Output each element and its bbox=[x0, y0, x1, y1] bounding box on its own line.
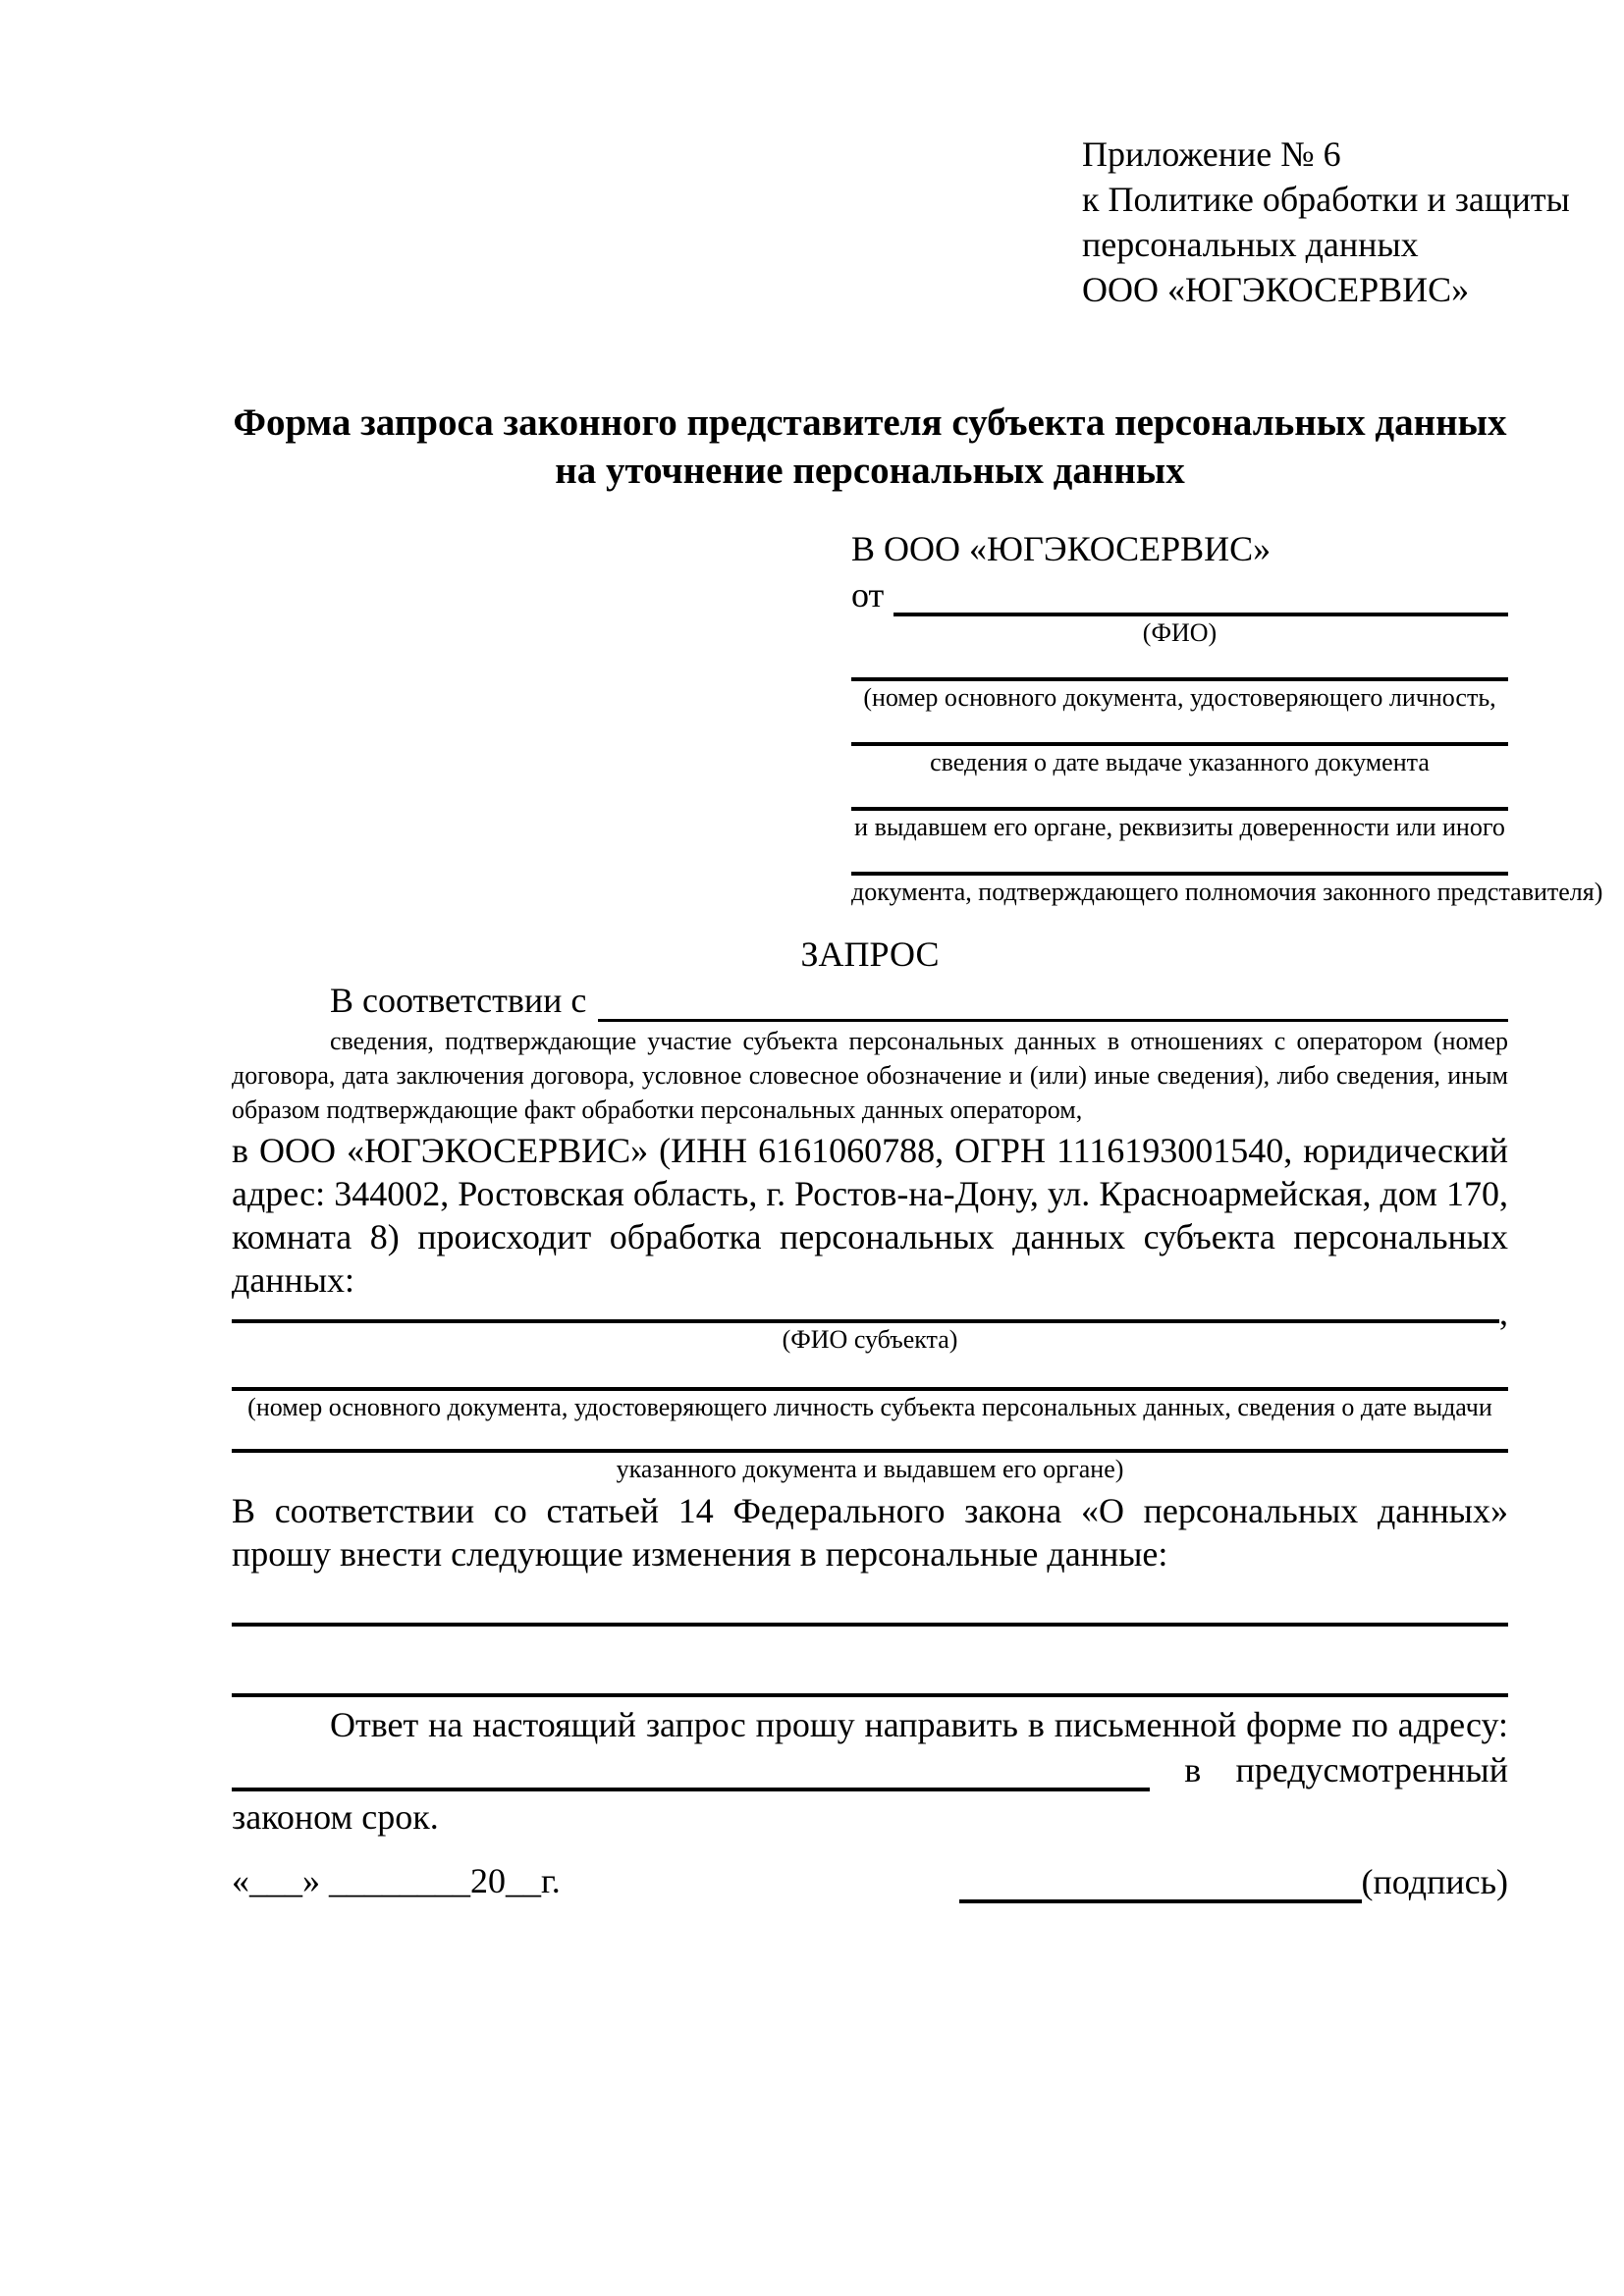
answer-address-field-line bbox=[232, 1752, 1150, 1791]
field-caption: документа, подтверждающего полномочия законного представителя) bbox=[851, 878, 1603, 906]
subject-fio-row bbox=[232, 1293, 1508, 1332]
subject-document-caption-bottom: указанного документа и выдавшем его органе) bbox=[616, 1455, 1124, 1483]
annex-line: ООО «ЮГЭКОСЕРВИС» bbox=[1082, 270, 1470, 309]
addressee-field-unit bbox=[851, 779, 1508, 843]
addressee-field-unit bbox=[851, 650, 1508, 714]
request-heading: ЗАПРОС bbox=[800, 934, 940, 974]
issuing-authority-field-line bbox=[851, 779, 1508, 811]
answer-intro: Ответ на настоящий запрос прошу направить в письменной форме по адресу: bbox=[330, 1705, 1508, 1744]
changes-field-line-2 bbox=[232, 1627, 1508, 1697]
from-label: от bbox=[851, 574, 885, 614]
document-title bbox=[232, 399, 1508, 495]
subject-fio-field-line bbox=[232, 1300, 1499, 1323]
signature-caption: (подпись) bbox=[1361, 1862, 1508, 1901]
subject-document-field-line bbox=[232, 1356, 1508, 1391]
issue-date-field-line bbox=[851, 715, 1508, 746]
field-caption: сведения о дате выдаче указанного документа bbox=[930, 748, 1430, 776]
page-content bbox=[232, 0, 1603, 1903]
changes-field-line-1 bbox=[232, 1575, 1508, 1627]
footer-row bbox=[232, 1858, 1508, 1903]
annex-line: Приложение № 6 bbox=[1082, 134, 1341, 174]
annex-block bbox=[1082, 132, 1570, 312]
accordance-label: В соответствии с bbox=[330, 980, 587, 1020]
authority-document-field-line bbox=[851, 844, 1508, 876]
field-caption: и выдавшем его органе, реквизиты доверенности или иного bbox=[854, 813, 1505, 841]
accordance-note: сведения, подтверждающие участие субъекта персональных данных в отношениях с оператором (номер договора, дата заключения договора, условное словесное обозначение и (или) иные сведения), либо сведения, иным образом подтверждающие факт обработки персональных данных оператором, bbox=[232, 1027, 1508, 1124]
answer-word-in: в bbox=[1184, 1750, 1202, 1789]
answer-tail: законом срок. bbox=[232, 1797, 439, 1837]
addressee-organization: В ООО «ЮГЭКОСЕРВИС» bbox=[851, 529, 1272, 568]
fio-caption: (ФИО) bbox=[1142, 618, 1218, 647]
signature-group bbox=[959, 1860, 1508, 1903]
addressee-field-unit bbox=[851, 715, 1508, 778]
answer-address-row bbox=[232, 1746, 1508, 1791]
subject-fio-comma: , bbox=[1499, 1293, 1508, 1332]
operator-paragraph: в ООО «ЮГЭКОСЕРВИС» (ИНН 6161060788, ОГРН 1116193001540, юридический адрес: 344002, Ростовская область, г. Ростов-на-Дону, ул. Красноармейская, дом 170, комната 8) происходит обработка персональных данных субъекта персональных данных: bbox=[232, 1131, 1508, 1300]
date-line: «___» ________20__г. bbox=[232, 1861, 561, 1900]
signature-field-line bbox=[959, 1862, 1362, 1903]
document-number-field-line bbox=[851, 650, 1508, 681]
document-title-line: на уточнение персональных данных bbox=[555, 450, 1185, 492]
answer-word-due: предусмотренный bbox=[1235, 1750, 1508, 1789]
annex-line: к Политике обработки и защиты bbox=[1082, 180, 1570, 219]
document-title-line: Форма запроса законного представителя субъекта персональных данных bbox=[233, 401, 1507, 444]
law-paragraph: В соответствии со статьей 14 Федерального закона «О персональных данных» прошу внести следующие изменения в персональные данные: bbox=[232, 1491, 1508, 1574]
subject-fio-caption: (ФИО субъекта) bbox=[782, 1325, 958, 1354]
from-row bbox=[851, 571, 1508, 616]
field-caption: (номер основного документа, удостоверяющего личность, bbox=[863, 683, 1496, 712]
subject-document-field-line-2 bbox=[232, 1423, 1508, 1453]
accordance-row bbox=[232, 977, 1508, 1022]
accordance-field-line bbox=[598, 986, 1508, 1022]
from-field-line bbox=[893, 577, 1508, 616]
annex-line: персональных данных bbox=[1082, 225, 1419, 264]
addressee-field-unit bbox=[851, 844, 1603, 908]
subject-document-caption-top: (номер основного документа, удостоверяющего личность субъекта персональных данных, сведения о дате выдачи bbox=[247, 1393, 1492, 1421]
addressee-block bbox=[851, 526, 1603, 908]
